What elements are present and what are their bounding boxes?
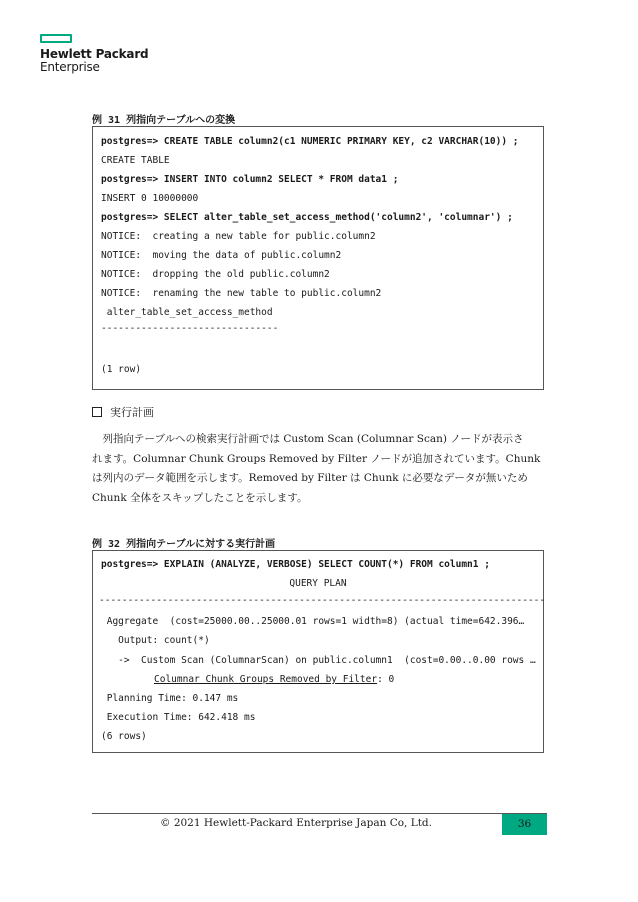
code-line: INSERT 0 10000000 (101, 193, 199, 204)
query-plan-header: QUERY PLAN (289, 578, 347, 589)
code-line: CREATE TABLE (101, 155, 170, 166)
example-31-title: 例 31 列指向テーブルへの変換 (92, 115, 236, 126)
code-line: postgres=> CREATE TABLE column2(c1 NUMERIC PRIMARY KEY, c2 VARCHAR(10)) ; (101, 136, 519, 147)
plan-line: Planning Time: 0.147 ms (101, 693, 239, 704)
paragraph-line: 列指向テーブルへの検索実行計画では Custom Scan (Columnar Scan) ノードが表示さ (92, 433, 524, 445)
code-line: alter_table_set_access_method (101, 307, 273, 318)
paragraph-line: は列内のデータ範囲を示します。Removed by Filter は Chunk に必要なデータが無いため (92, 472, 528, 484)
chunk-groups-label: Columnar Chunk Groups Removed by Filter (154, 674, 378, 685)
footer-copyright: © 2021 Hewlett-Packard Enterprise Japan Co, Ltd. (159, 817, 432, 829)
plan-line: -> Custom Scan (ColumnarScan) on public.column1 (cost=0.00..0.00 rows … (101, 655, 536, 666)
checkbox-bullet-icon (92, 407, 102, 417)
code-line: NOTICE: dropping the old public.column2 (101, 269, 330, 280)
code-line: NOTICE: moving the data of public.column2 (101, 250, 342, 261)
section-paragraph (92, 430, 550, 508)
plan-line: Output: count(*) (101, 635, 210, 646)
logo-bar-icon (40, 34, 72, 43)
code-line: ------------------------------- (101, 323, 279, 334)
paragraph-line: Chunk 全体をスキップしたことを示します。 (92, 491, 308, 504)
paragraph-line: れます。Columnar Chunk Groups Removed by Filter ノードが追加されています。Chunk (92, 452, 541, 465)
code-line: NOTICE: renaming the new table to public.column2 (101, 288, 382, 299)
hpe-logo (40, 34, 148, 74)
code-line: NOTICE: creating a new table for public.column2 (101, 231, 376, 242)
example-32-code-box (92, 550, 544, 753)
code-line: (1 row) (101, 364, 142, 375)
plan-line: Aggregate (cost=25000.00..25000.01 rows=1 width=8) (actual time=642.396… (101, 616, 525, 627)
chunk-groups-value: : 0 (377, 674, 395, 685)
footer-rule (92, 813, 547, 814)
page-number: 36 (502, 814, 547, 835)
plan-line: Execution Time: 642.418 ms (101, 712, 256, 723)
logo-text-line1: Hewlett Packard (40, 47, 149, 61)
code-line: postgres=> EXPLAIN (ANALYZE, VERBOSE) SELECT COUNT(*) FROM column1 ; (101, 559, 490, 570)
section-heading (92, 404, 154, 420)
separator-line: ------------------------------------------------------------------------------ (99, 595, 546, 606)
example-32-title: 例 32 列指向テーブルに対する実行計画 (92, 539, 276, 550)
logo-text-line2: Enterprise (40, 60, 100, 74)
section-heading-text: 実行計画 (110, 406, 154, 419)
chunk-groups-line (154, 674, 394, 686)
code-line: postgres=> SELECT alter_table_set_access_method('column2', 'columnar') ; (101, 212, 513, 223)
example-31-code-box (92, 126, 544, 390)
code-line: postgres=> INSERT INTO column2 SELECT * FROM data1 ; (101, 174, 399, 185)
plan-line: (6 rows) (101, 731, 147, 742)
